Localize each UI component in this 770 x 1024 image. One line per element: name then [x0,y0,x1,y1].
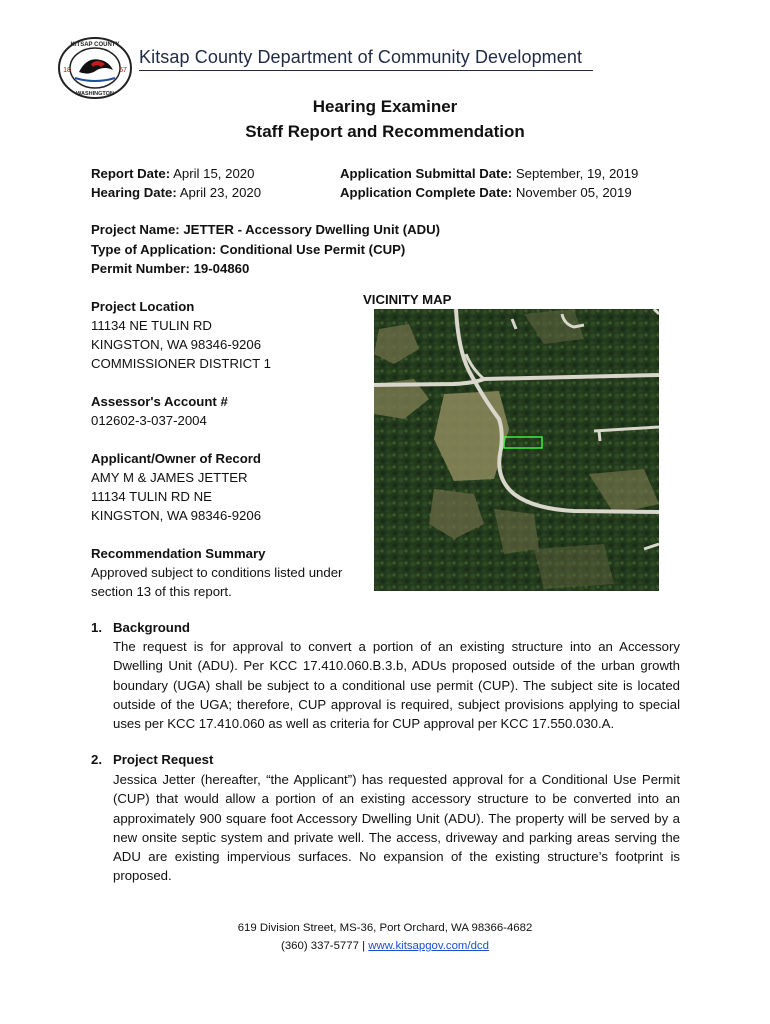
report-date-label: Report Date: [91,166,171,181]
applicant-heading: Applicant/Owner of Record [91,451,261,466]
applicant-line3: KINGSTON, WA 98346-9206 [91,508,262,523]
agency-underline [139,70,593,71]
report-title-line1: Hearing Examiner [312,97,458,116]
footer-address: 619 Division Street, MS-36, Port Orchard, WA 98366-4682 [237,922,533,934]
submittal-date-value: September, 19, 2019 [515,166,639,181]
section-1-title: Background [113,620,190,635]
county-seal-logo [57,36,133,100]
recommendation-heading: Recommendation Summary [91,546,266,561]
vicinity-map-image [374,309,659,591]
applicant-line2: 11134 TULIN RD NE [91,489,212,504]
applicant-line1: AMY M & JAMES JETTER [91,470,248,485]
section-2-title: Project Request [113,752,214,767]
section-1-text: The request is for approval to convert a portion of an existing structure into an Accessory Dwelling Unit (ADU). Per KCC 17.410.060.B.3.b, ADUs proposed outside of the urban growth boundary (UGA) shall be subject to a conditional use permit (CUP). The subject site is located outside of the UGA; therefore, CUP approval is required, subject provisions applying to special uses per KCC 17.410.060 as well as criteria for CUP approval per KCC 17.550.030.A. [113,639,680,732]
project-name: Project Name: JETTER - Accessory Dwelling Unit (ADU) [91,222,441,237]
section-2-number: 2. [91,752,102,767]
recommendation-line1: Approved subject to conditions listed under [91,565,343,580]
complete-date-value: November 05, 2019 [515,185,632,200]
section-1-number: 1. [91,620,102,635]
svg-text:WASHINGTON: WASHINGTON [76,91,114,97]
vicinity-map-label: VICINITY MAP [363,292,452,307]
hearing-date-value: April 23, 2020 [179,185,262,200]
report-title-line2: Staff Report and Recommendation [245,122,525,141]
application-type: Type of Application: Conditional Use Permit (CUP) [91,242,406,257]
recommendation-line2: section 13 of this report. [91,584,232,599]
agency-name: Kitsap County Department of Community Development [139,47,583,67]
complete-date [340,183,632,202]
report-date-value: April 15, 2020 [173,166,255,181]
project-location-line3: COMMISSIONER DISTRICT 1 [91,356,272,371]
footer-phone: (360) 337-5777 [281,940,359,952]
project-location-line2: KINGSTON, WA 98346-9206 [91,337,262,352]
svg-text:18: 18 [63,67,71,74]
hearing-date-label: Hearing Date: [91,185,177,200]
section-2-text: Jessica Jetter (hereafter, “the Applicant”) has requested approval for a Conditional Use Permit (CUP) that would allow a portion of an existing accessory structure to be converted into an approximately 900 square foot Accessory Dwelling Unit (ADU). The property will be served by a new onsite septic system and private well. The access, driveway and parking areas serving the ADU are existing impervious surfaces. No expansion of the existing structure’s footprint is proposed. [113,772,680,884]
submittal-date [340,164,638,183]
submittal-date-label: Application Submittal Date: [340,166,513,181]
permit-number: Permit Number: 19-04860 [91,261,250,276]
footer-separator: | [362,940,366,952]
complete-date-label: Application Complete Date: [340,185,513,200]
assessor-account: 012602-3-037-2004 [91,413,207,428]
footer-website-link[interactable]: www.kitsapgov.com/dcd [368,940,489,952]
project-location-line1: 11134 NE TULIN RD [91,318,212,333]
footer-contact [0,940,770,952]
svg-text:KITSAP COUNTY: KITSAP COUNTY [70,42,120,48]
svg-text:57: 57 [119,67,127,74]
hearing-date [91,183,261,202]
project-location-heading: Project Location [91,299,195,314]
assessor-heading: Assessor's Account # [91,394,228,409]
report-date [91,164,254,183]
